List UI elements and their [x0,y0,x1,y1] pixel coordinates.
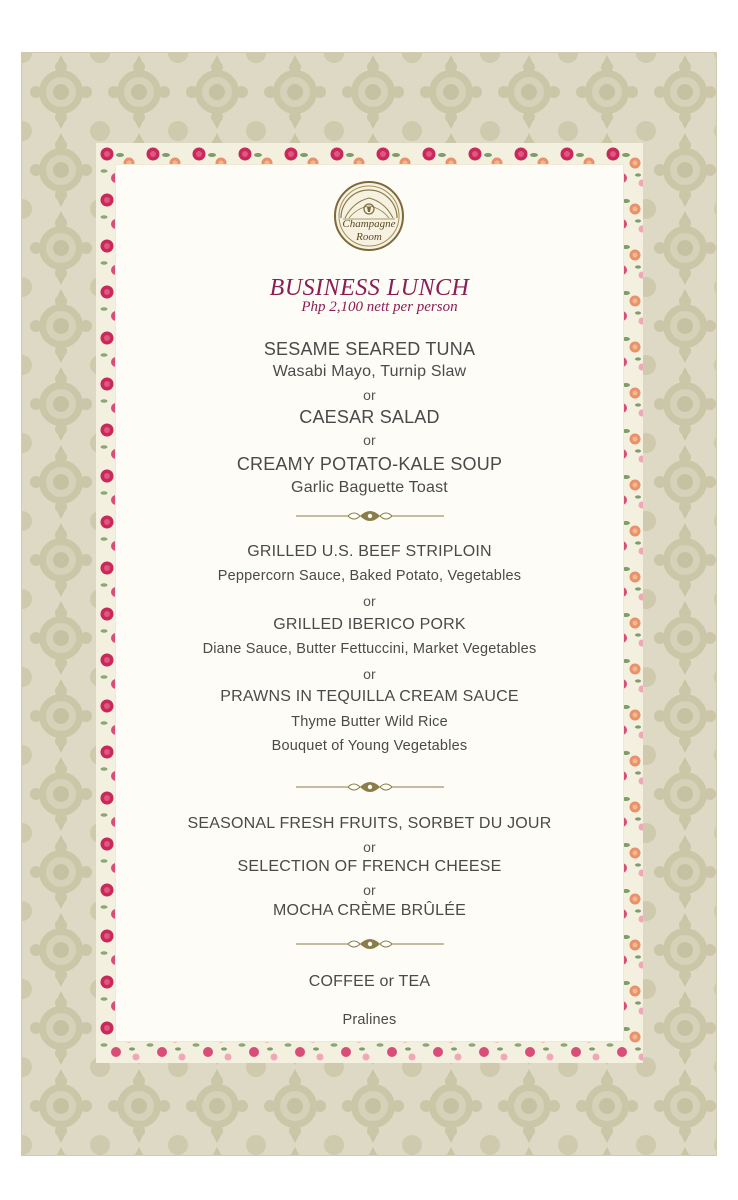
ornament-divider-3 [296,936,444,952]
pralines-line: Pralines [342,1012,397,1028]
starter-1-description: Wasabi Mayo, Turnip Slaw [272,363,467,380]
menu-panel [116,165,623,1041]
main-or-1: or [363,593,376,609]
starter-or-2: or [363,432,376,448]
starter-3-description: Garlic Baguette Toast [291,479,448,496]
logo-text-line1: Champagne [342,218,396,230]
ornament-divider-1 [296,508,444,524]
starter-3-name: CREAMY POTATO-KALE SOUP [236,454,503,474]
main-1-name: GRILLED U.S. BEEF STRIPLOIN [247,543,492,560]
main-3-name: PRAWNS IN TEQUILLA CREAM SAUCE [220,688,519,705]
starter-or-1: or [363,387,376,403]
main-or-2: or [363,666,376,682]
beverage-line: COFFEE or TEA [308,973,431,990]
menu-title: BUSINESS LUNCH [269,275,470,301]
ornament-divider-2 [296,779,444,795]
menu-price: Php 2,100 nett per person [301,299,458,315]
starter-1-name: SESAME SEARED TUNA [263,339,476,359]
main-2-description: Diane Sauce, Butter Fettuccini, Market Vegetables [202,641,537,657]
main-1-description: Peppercorn Sauce, Baked Potato, Vegetables [217,568,522,584]
dessert-or-2: or [363,882,376,898]
champagne-room-logo [333,180,405,252]
dessert-or-1: or [363,839,376,855]
starter-2-name: CAESAR SALAD [299,407,440,427]
dessert-2-name: SELECTION OF FRENCH CHEESE [237,858,502,875]
main-3-description-1: Thyme Butter Wild Rice [291,714,448,730]
dessert-3-name: MOCHA CRÈME BRÛLÉE [273,902,466,919]
main-2-name: GRILLED IBERICO PORK [273,616,466,633]
main-3-description-2: Bouquet of Young Vegetables [271,738,468,754]
dessert-1-name: SEASONAL FRESH FRUITS, SORBET DU JOUR [187,815,552,832]
logo-text-line2: Room [356,231,382,243]
